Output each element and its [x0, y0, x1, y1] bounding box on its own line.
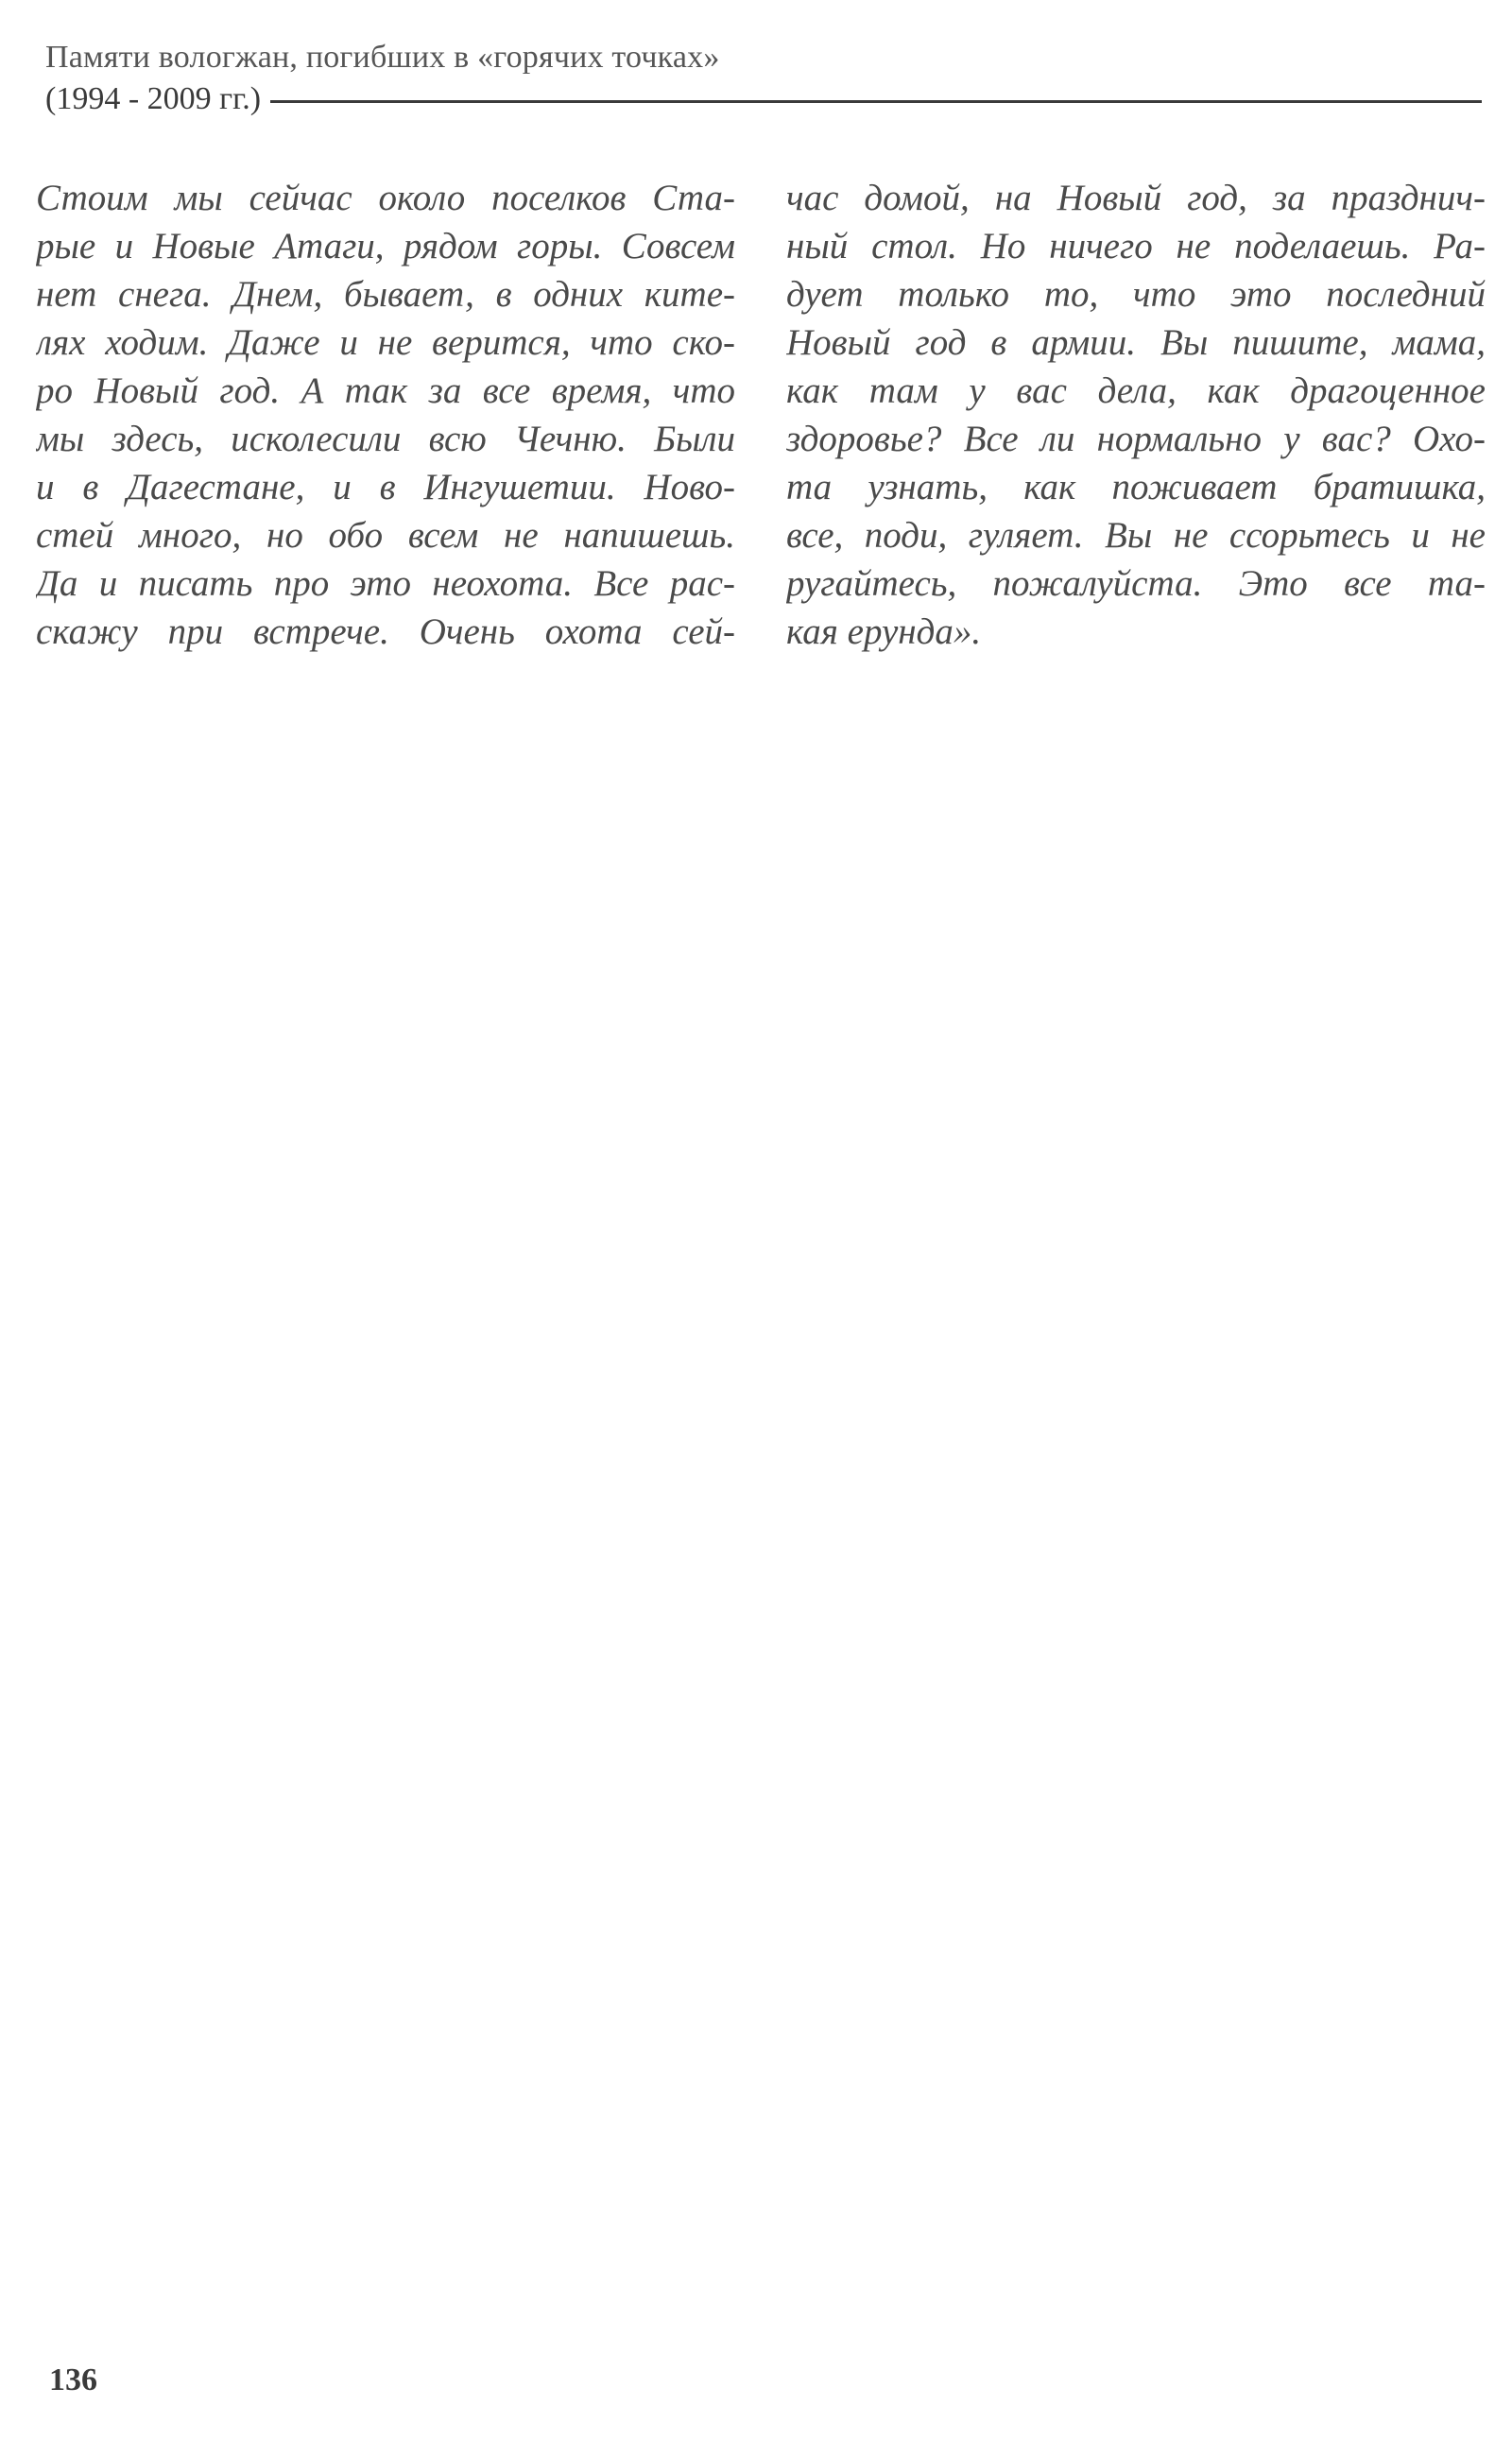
running-head-dates-row: [45, 79, 1482, 119]
text-line: ругайтесь, пожалуйста. Это все та-: [786, 563, 1486, 604]
text-line: как там у вас дела, как драгоценное: [786, 370, 1486, 411]
text-line: рые и Новые Атаги, рядом горы. Совсем: [36, 226, 735, 266]
text-line: и в Дагестане, и в Ингушетии. Ново-: [36, 467, 735, 507]
running-head-dates: (1994 - 2009 гг.): [45, 81, 262, 116]
right-column: [786, 174, 1486, 656]
text-line: лях ходим. Даже и не верится, что ско-: [36, 322, 735, 363]
text-line: здоровье? Все ли нормально у вас? Охо-: [786, 419, 1486, 459]
text-line: дует только то, что это последний: [786, 274, 1486, 315]
text-line: все, поди, гуляет. Вы не ссорьтесь и не: [786, 515, 1486, 556]
text-line: Стоим мы сейчас около поселков Ста-: [36, 178, 735, 218]
text-line: Новый год в армии. Вы пишите, мама,: [786, 322, 1486, 363]
text-line: та узнать, как поживает братишка,: [786, 467, 1486, 507]
header-rule: [270, 100, 1482, 103]
text-line: Да и писать про это неохота. Все рас-: [36, 563, 735, 604]
text-line: кая ерунда».: [786, 611, 982, 652]
text-line: скажу при встрече. Очень охота сей-: [36, 611, 735, 652]
text-line: мы здесь, исколесили всю Чечню. Были: [36, 419, 735, 459]
running-head-title: Памяти вологжан, погибших в «горячих точках»: [45, 40, 720, 75]
text-columns: [36, 174, 1486, 656]
text-line: ро Новый год. А так за все время, что: [36, 370, 735, 411]
text-line: стей много, но обо всем не напишешь.: [36, 515, 735, 556]
text-line: ный стол. Но ничего не поделаешь. Ра-: [786, 226, 1486, 266]
page-number: 136: [49, 2362, 97, 2397]
text-line: нет снега. Днем, бывает, в одних ките-: [36, 274, 735, 315]
text-line: час домой, на Новый год, за празднич-: [786, 178, 1486, 218]
left-column: [36, 174, 735, 656]
running-head: [45, 38, 1482, 119]
